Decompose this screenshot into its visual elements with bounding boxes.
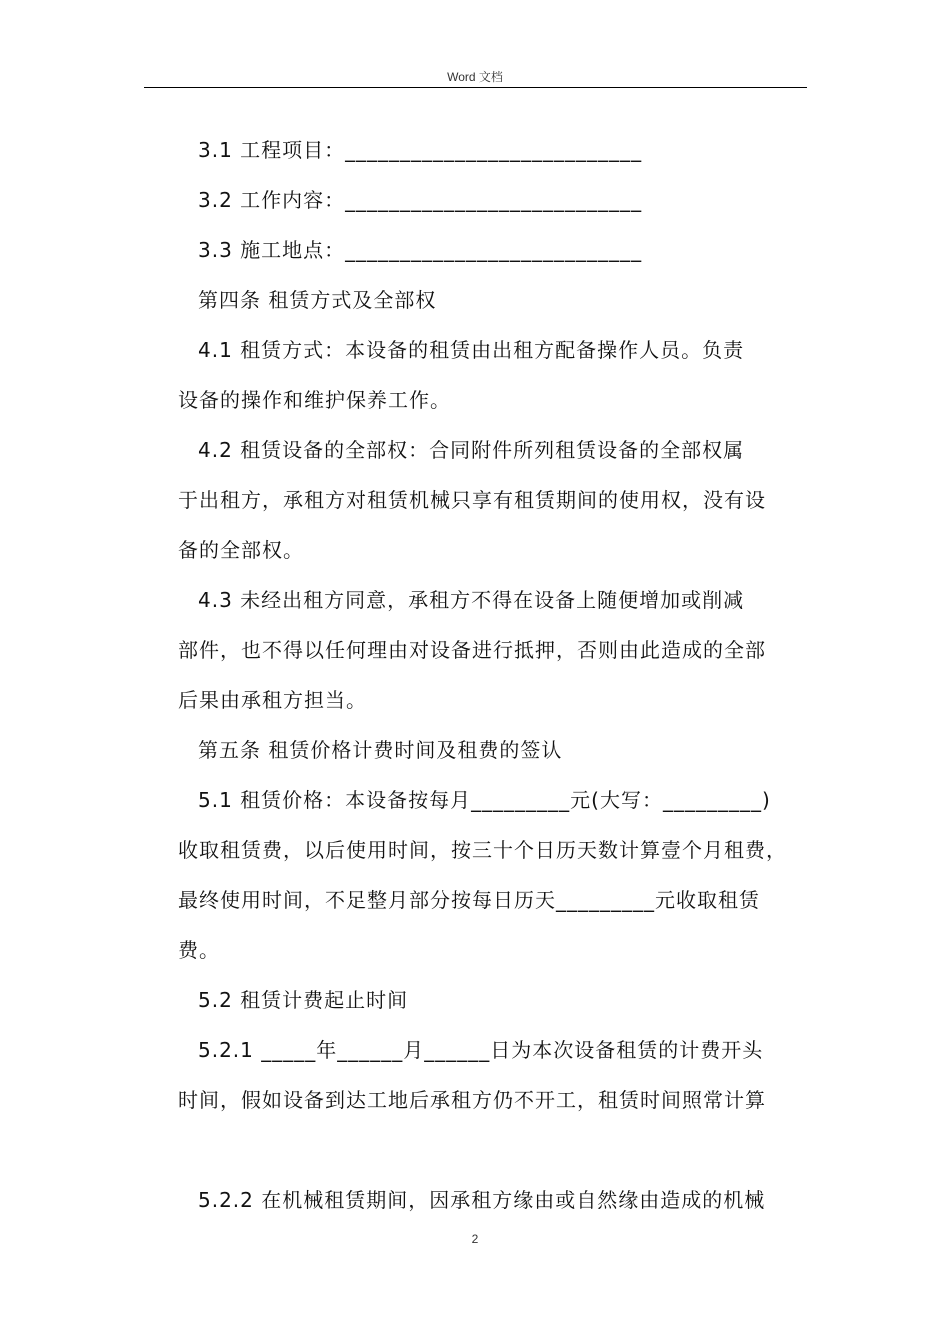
clause-5-2-2: 5.2.2 在机械租赁期间，因承租方缘由或自然缘由造成的机械 (198, 1188, 766, 1212)
clause-5-1: 5.1 租赁价格：本设备按每月_________元(大写：_________) (198, 788, 771, 812)
clause-3-3: 3.3 施工地点：___________________________ (198, 238, 643, 262)
clause-5-2: 5.2 租赁计费起止时间 (198, 988, 409, 1012)
clause-4-3-cont-2: 后果由承租方担当。 (178, 688, 367, 712)
article-4-heading: 第四条 租赁方式及全部权 (198, 288, 437, 312)
clause-5-2-1: 5.2.1 _____年______月______日为本次设备租赁的计费开头 (198, 1038, 764, 1062)
clause-4-1: 4.1 租赁方式：本设备的租赁由出租方配备操作人员。负责 (198, 338, 745, 362)
clause-5-2-1-cont: 时间，假如设备到达工地后承租方仍不开工，租赁时间照常计算 (178, 1088, 766, 1112)
clause-5-1-cont-3: 费。 (178, 938, 220, 962)
clause-4-3-cont-1: 部件，也不得以任何理由对设备进行抵押，否则由此造成的全部 (178, 638, 766, 662)
clause-4-1-cont: 设备的操作和维护保养工作。 (178, 388, 451, 412)
clause-3-2: 3.2 工作内容：___________________________ (198, 188, 643, 212)
clause-5-1-cont-2: 最终使用时间，不足整月部分按每日历天_________元收取租赁 (178, 888, 760, 912)
clause-3-1: 3.1 工程项目：___________________________ (198, 138, 643, 162)
clause-4-2-cont-2: 备的全部权。 (178, 538, 304, 562)
clause-5-1-cont-1: 收取租赁费，以后使用时间，按三十个日历天数计算壹个月租费， (178, 838, 787, 862)
article-5-heading: 第五条 租赁价格计费时间及租费的签认 (198, 738, 563, 762)
clause-4-3: 4.3 未经出租方同意，承租方不得在设备上随便增加或削减 (198, 588, 745, 612)
page-number: 2 (471, 1232, 479, 1246)
header-rule (144, 87, 807, 88)
clause-4-2: 4.2 租赁设备的全部权：合同附件所列租赁设备的全部权属 (198, 438, 745, 462)
page-header-title: Word 文档 (447, 70, 503, 84)
clause-4-2-cont-1: 于出租方，承租方对租赁机械只享有租赁期间的使用权，没有设 (178, 488, 766, 512)
